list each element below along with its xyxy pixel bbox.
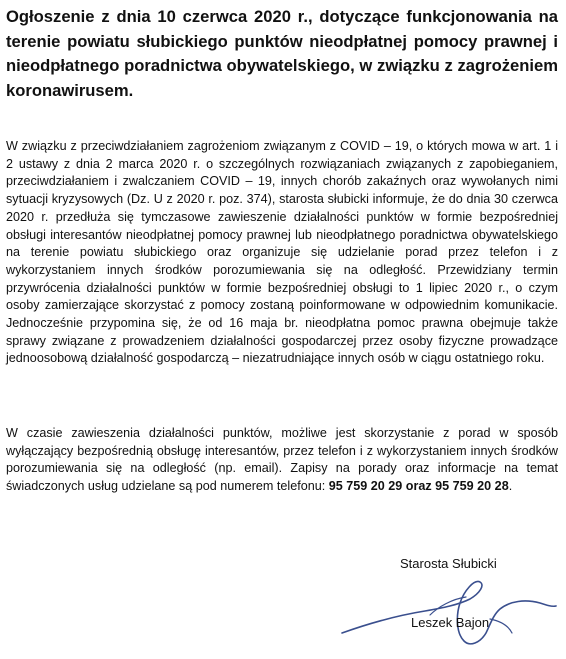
announcement-title: Ogłoszenie z dnia 10 czerwca 2020 r., dotyczące funkcjonowania na terenie powiatu słubickiego punktów nieodpłatnej pomocy prawnej i nieodpłatnego poradnictwa obywatelskiego, w związku z zagrożeniem koronawirusem. xyxy=(6,7,558,100)
closing-period: . xyxy=(508,479,513,494)
body-paragraph-2 xyxy=(6,425,558,496)
signature-name: Leszek Bajon xyxy=(411,615,490,630)
signature-title: Starosta Słubicki xyxy=(400,556,497,571)
body-paragraph-2-text: W czasie zawieszenia działalności punktów, możliwe jest skorzystanie z porad w sposób wyłączający bezpośrednią obsługę interesantów, przez telefon i z wykorzystaniem innych środków porozumiewania się na odległość (np. email). Zapisy na porady oraz informacje na temat świadczonych usług udzielane są pod numerem telefonu: xyxy=(6,426,558,494)
body-paragraph-1: W związku z przeciwdziałaniem zagrożeniom związanym z COVID – 19, o których mowa w art. 1 i 2 ustawy z dnia 2 marca 2020 r. o szczególnych rozwiązaniach związanych z zapobieganiem, przeciwdziałaniem i zwalczaniem COVID – 19, innych chorób zakaźnych oraz wywołanych nimi sytuacji kryzysowych (Dz. U z 2020 r. poz. 374), starosta słubicki informuje, że do dnia 30 czerwca 2020 r. przedłuża się tymczasowe zawieszenie działalności punktów w formie bezpośredniej obsługi interesantów nieodpłatnej pomocy prawnej lub nieodpłatnego poradnictwa obywatelskiego na terenie powiatu słubickiego oraz organizuje się udzielanie porad przez telefon i z wykorzystaniem innych środków porozumiewania się na odległość. Przewidziany termin przywrócenia działalności punktów w formie bezpośredniej obsługi to 1 lipiec 2020 r., o czym osoby zamierzające skorzystać z pomocy zostaną poinformowane w odpowiednim komunikacie. Jednocześnie przypomina się, że od 16 maja br. nieodpłatna pomoc prawna obejmuje także sprawy związane z prowadzeniem działalności gospodarczej przez osoby fizyczne prowadzące jednoosobową działalność gospodarczą – niezatrudniające innych osób w ciągu ostatniego roku. xyxy=(6,139,558,366)
phone-numbers: 95 759 20 29 oraz 95 759 20 28 xyxy=(328,479,509,494)
